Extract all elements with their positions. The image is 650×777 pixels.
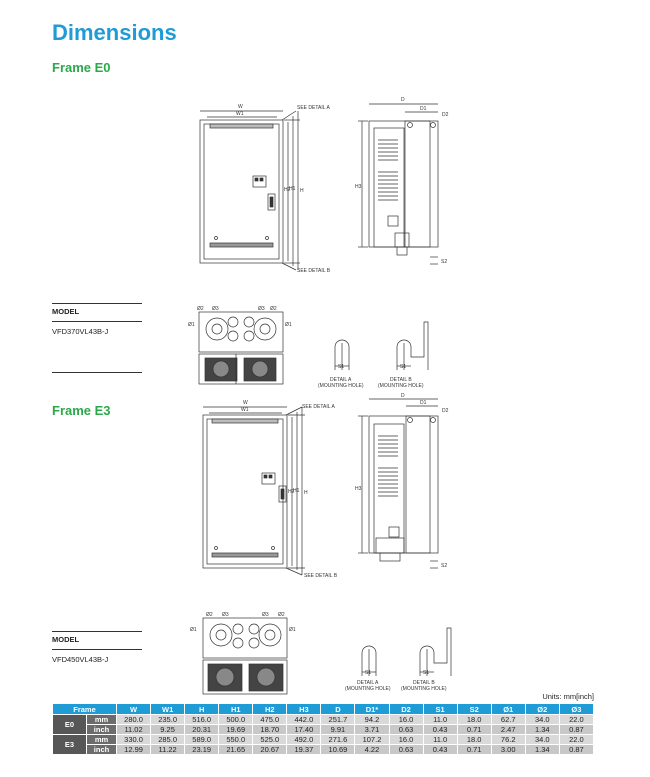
dim-h2-label: H2: [288, 489, 295, 495]
model-label: MODEL: [52, 307, 80, 316]
value-cell: 62.7: [491, 715, 525, 725]
phi3-label: Ø3: [222, 612, 229, 618]
see-detail-a-label: SEE DETAIL A: [297, 105, 330, 111]
value-cell: 0.43: [423, 745, 457, 755]
see-detail-b-label: SEE DETAIL B: [297, 268, 331, 274]
value-cell: 23.19: [185, 745, 219, 755]
frame-e0-heading: Frame E0: [52, 60, 111, 75]
dim-s1-label: S1: [338, 364, 345, 370]
value-cell: 16.0: [389, 715, 423, 725]
table-row: [53, 745, 594, 755]
value-cell: 21.65: [219, 745, 253, 755]
unit-cell: inch: [87, 725, 117, 735]
value-cell: 492.0: [287, 735, 321, 745]
header-cell: Ø3: [559, 704, 593, 715]
value-cell: 107.2: [355, 735, 389, 745]
phi1-label: Ø1: [190, 627, 197, 633]
value-cell: 94.2: [355, 715, 389, 725]
see-detail-a-label: SEE DETAIL A: [302, 404, 335, 410]
value-cell: 525.0: [253, 735, 287, 745]
frame-cell: E0: [53, 715, 87, 735]
model-value: VFD450VL43B-J: [52, 655, 109, 664]
value-cell: 76.2: [491, 735, 525, 745]
dim-w-label: W: [238, 104, 243, 110]
header-cell: Frame: [53, 704, 117, 715]
detail-b-mounting-label: (MOUNTING HOLE): [401, 686, 447, 692]
dim-s2-label: S2: [441, 259, 448, 265]
detail-a-mounting-label: (MOUNTING HOLE): [318, 383, 364, 389]
value-cell: 20.31: [185, 725, 219, 735]
value-cell: 9.25: [151, 725, 185, 735]
value-cell: 235.0: [151, 715, 185, 725]
e0-bottom-view: [199, 312, 283, 384]
value-cell: 11.22: [151, 745, 185, 755]
header-cell: S2: [457, 704, 491, 715]
value-cell: 330.0: [117, 735, 151, 745]
phi3-label: Ø3: [262, 612, 269, 618]
value-cell: 500.0: [219, 715, 253, 725]
model-value: VFD370VL43B-J: [52, 327, 109, 336]
unit-cell: mm: [87, 735, 117, 745]
table-row: [53, 725, 594, 735]
value-cell: 271.6: [321, 735, 355, 745]
value-cell: 16.0: [389, 735, 423, 745]
header-cell: Ø1: [491, 704, 525, 715]
header-cell: D: [321, 704, 355, 715]
phi2-label: Ø2: [278, 612, 285, 618]
dim-w1-label: W1: [236, 111, 244, 117]
value-cell: 2.47: [491, 725, 525, 735]
e3-bottom-view: [203, 618, 287, 694]
dim-d1-label: D1: [420, 400, 427, 406]
dim-h-label: H: [300, 188, 304, 194]
header-cell: H3: [287, 704, 321, 715]
header-cell: S1: [423, 704, 457, 715]
value-cell: 11.0: [423, 735, 457, 745]
dim-d-label: D: [401, 97, 405, 103]
e0-details: [335, 322, 428, 370]
dim-h3-label: H3: [355, 184, 362, 190]
dim-s2-label: S2: [441, 563, 448, 569]
phi2-label: Ø2: [270, 306, 277, 312]
value-cell: 0.43: [423, 725, 457, 735]
detail-b-label: DETAIL B: [413, 680, 435, 686]
value-cell: 251.7: [321, 715, 355, 725]
value-cell: 11.0: [423, 715, 457, 725]
dim-d-label: D: [401, 393, 405, 399]
header-cell: H2: [253, 704, 287, 715]
value-cell: 0.71: [457, 745, 491, 755]
detail-a-mounting-label: (MOUNTING HOLE): [345, 686, 391, 692]
dim-h1-label: H1: [289, 186, 296, 192]
phi2-label: Ø2: [197, 306, 204, 312]
page-title: Dimensions: [52, 20, 177, 45]
value-cell: 19.37: [287, 745, 321, 755]
dim-d2-label: D2: [442, 112, 449, 118]
phi3-label: Ø3: [212, 306, 219, 312]
value-cell: 10.69: [321, 745, 355, 755]
value-cell: 442.0: [287, 715, 321, 725]
detail-b-mounting-label: (MOUNTING HOLE): [378, 383, 424, 389]
value-cell: 589.0: [185, 735, 219, 745]
dim-h1-label: H1: [293, 488, 300, 494]
value-cell: 280.0: [117, 715, 151, 725]
header-cell: W: [117, 704, 151, 715]
value-cell: 18.0: [457, 715, 491, 725]
value-cell: 22.0: [559, 735, 593, 745]
detail-b-label: DETAIL B: [390, 377, 412, 383]
phi2-label: Ø2: [206, 612, 213, 618]
model-label: MODEL: [52, 635, 80, 644]
dimensions-table: [52, 703, 594, 755]
table-row: [53, 735, 594, 745]
value-cell: 0.63: [389, 745, 423, 755]
frame-e3-heading: Frame E3: [52, 403, 111, 418]
value-cell: 19.69: [219, 725, 253, 735]
table-row: [53, 715, 594, 725]
value-cell: 0.87: [559, 745, 593, 755]
value-cell: 17.40: [287, 725, 321, 735]
dim-h2-label: H2: [284, 187, 291, 193]
detail-a-label: DETAIL A: [357, 680, 379, 686]
value-cell: 34.0: [525, 735, 559, 745]
value-cell: 1.34: [525, 725, 559, 735]
header-cell: H1: [219, 704, 253, 715]
dim-h3-label: H3: [355, 486, 362, 492]
dim-d1-label: D1: [420, 106, 427, 112]
units-note: Units: mm[inch]: [542, 692, 594, 701]
value-cell: 18.0: [457, 735, 491, 745]
table-header-row: [53, 704, 594, 715]
value-cell: 18.70: [253, 725, 287, 735]
dim-w-label: W: [243, 400, 248, 406]
header-cell: D2: [389, 704, 423, 715]
value-cell: 1.34: [525, 745, 559, 755]
dim-w1-label: W1: [241, 407, 249, 413]
unit-cell: mm: [87, 715, 117, 725]
value-cell: 22.0: [559, 715, 593, 725]
value-cell: 285.0: [151, 735, 185, 745]
phi3-label: Ø3: [258, 306, 265, 312]
header-cell: H: [185, 704, 219, 715]
value-cell: 0.71: [457, 725, 491, 735]
value-cell: 12.99: [117, 745, 151, 755]
e0-side-view: [358, 104, 438, 264]
header-cell: Ø2: [525, 704, 559, 715]
value-cell: 0.63: [389, 725, 423, 735]
value-cell: 20.67: [253, 745, 287, 755]
see-detail-b-label: SEE DETAIL B: [304, 573, 338, 579]
e3-dimension-labels: [190, 393, 449, 692]
dim-d2-label: D2: [442, 408, 449, 414]
phi1-label: Ø1: [188, 322, 195, 328]
value-cell: 3.00: [491, 745, 525, 755]
value-cell: 550.0: [219, 735, 253, 745]
unit-cell: inch: [87, 745, 117, 755]
value-cell: 516.0: [185, 715, 219, 725]
phi1-label: Ø1: [289, 627, 296, 633]
phi1-label: Ø1: [285, 322, 292, 328]
value-cell: 4.22: [355, 745, 389, 755]
dim-s1-label: S1: [400, 364, 407, 370]
dim-h-label: H: [304, 490, 308, 496]
header-cell: D1*: [355, 704, 389, 715]
header-cell: W1: [151, 704, 185, 715]
value-cell: 34.0: [525, 715, 559, 725]
dim-s1-label: S1: [423, 670, 430, 676]
dim-s1-label: S1: [365, 670, 372, 676]
detail-a-label: DETAIL A: [330, 377, 352, 383]
value-cell: 9.91: [321, 725, 355, 735]
value-cell: 0.87: [559, 725, 593, 735]
value-cell: 11.02: [117, 725, 151, 735]
e3-side-view: [358, 399, 438, 568]
frame-cell: E3: [53, 735, 87, 755]
value-cell: 3.71: [355, 725, 389, 735]
value-cell: 475.0: [253, 715, 287, 725]
e3-details: [362, 628, 451, 676]
